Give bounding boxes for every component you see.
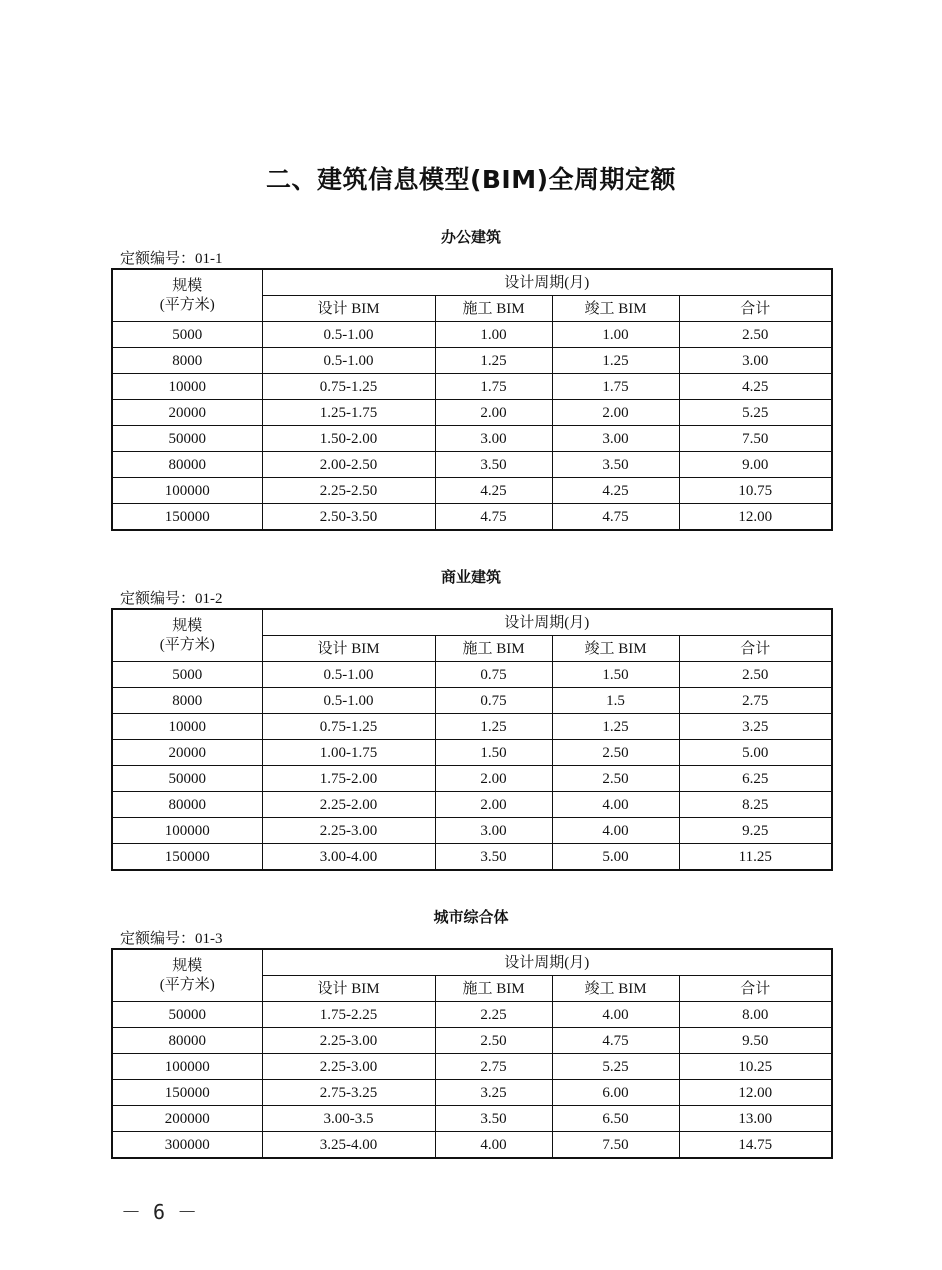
table-row — [112, 478, 832, 504]
construction-bim-cell: 1.00 — [435, 322, 552, 348]
completion-bim-cell: 2.50 — [552, 740, 679, 766]
page-number: － 6 － — [121, 1200, 198, 1224]
design-bim-cell: 0.5-1.00 — [262, 322, 435, 348]
construction-bim-cell: 1.25 — [435, 714, 552, 740]
completion-bim-cell: 4.25 — [552, 478, 679, 504]
table-row — [112, 504, 832, 531]
total-cell: 12.00 — [679, 504, 832, 531]
construction-bim-cell: 4.75 — [435, 504, 552, 531]
design-bim-cell: 2.75-3.25 — [262, 1080, 435, 1106]
scale-cell: 20000 — [112, 400, 262, 426]
scale-cell: 80000 — [112, 1028, 262, 1054]
table-row — [112, 792, 832, 818]
total-cell: 6.25 — [679, 766, 832, 792]
construction-bim-cell: 3.50 — [435, 1106, 552, 1132]
table-body — [112, 322, 832, 531]
completion-bim-cell: 1.25 — [552, 348, 679, 374]
design-bim-header: 设计 BIM — [262, 296, 435, 322]
scale-header-label: 规模 — [172, 957, 203, 974]
scale-cell: 100000 — [112, 818, 262, 844]
scale-header-unit: (平方米) — [159, 296, 215, 313]
construction-bim-cell: 3.50 — [435, 452, 552, 478]
table-row — [112, 818, 832, 844]
construction-bim-cell: 0.75 — [435, 688, 552, 714]
construction-bim-cell: 1.75 — [435, 374, 552, 400]
design-bim-cell: 3.00-4.00 — [262, 844, 435, 871]
completion-bim-cell: 6.00 — [552, 1080, 679, 1106]
total-cell: 13.00 — [679, 1106, 832, 1132]
completion-bim-cell: 4.00 — [552, 818, 679, 844]
scale-cell: 10000 — [112, 714, 262, 740]
completion-bim-cell: 5.25 — [552, 1054, 679, 1080]
design-bim-cell: 0.75-1.25 — [262, 714, 435, 740]
table-row — [112, 844, 832, 871]
section-title: 办公建筑 — [440, 228, 501, 246]
scale-cell: 5000 — [112, 322, 262, 348]
total-cell: 12.00 — [679, 1080, 832, 1106]
period-group-header: 设计周期(月) — [262, 269, 832, 296]
quota-table — [111, 948, 833, 1159]
completion-bim-cell: 2.00 — [552, 400, 679, 426]
scale-cell: 50000 — [112, 766, 262, 792]
construction-bim-cell: 4.25 — [435, 478, 552, 504]
completion-bim-cell: 5.00 — [552, 844, 679, 871]
completion-bim-cell: 7.50 — [552, 1132, 679, 1159]
completion-bim-cell: 1.00 — [552, 322, 679, 348]
scale-cell: 300000 — [112, 1132, 262, 1159]
scale-header — [112, 609, 262, 662]
design-bim-cell: 2.25-2.00 — [262, 792, 435, 818]
table-row — [112, 452, 832, 478]
table-row — [112, 1080, 832, 1106]
scale-cell: 150000 — [112, 844, 262, 871]
total-header: 合计 — [679, 636, 832, 662]
scale-header-label: 规模 — [172, 277, 203, 294]
table-row — [112, 348, 832, 374]
design-bim-cell: 2.25-3.00 — [262, 818, 435, 844]
total-cell: 3.25 — [679, 714, 832, 740]
completion-bim-cell: 6.50 — [552, 1106, 679, 1132]
scale-cell: 100000 — [112, 478, 262, 504]
design-bim-cell: 0.5-1.00 — [262, 688, 435, 714]
completion-bim-header: 竣工 BIM — [552, 636, 679, 662]
total-cell: 9.50 — [679, 1028, 832, 1054]
total-cell: 10.25 — [679, 1054, 832, 1080]
design-bim-header: 设计 BIM — [262, 636, 435, 662]
construction-bim-header: 施工 BIM — [435, 636, 552, 662]
construction-bim-cell: 3.00 — [435, 426, 552, 452]
scale-cell: 50000 — [112, 426, 262, 452]
design-bim-cell: 2.00-2.50 — [262, 452, 435, 478]
table-row — [112, 374, 832, 400]
scale-header-unit: (平方米) — [159, 636, 215, 653]
scale-header-label: 规模 — [172, 617, 203, 634]
completion-bim-cell: 1.75 — [552, 374, 679, 400]
table-row — [112, 1106, 832, 1132]
table-row — [112, 688, 832, 714]
construction-bim-cell: 1.25 — [435, 348, 552, 374]
total-cell: 2.75 — [679, 688, 832, 714]
completion-bim-cell: 4.00 — [552, 792, 679, 818]
total-cell: 5.00 — [679, 740, 832, 766]
period-group-header: 设计周期(月) — [262, 949, 832, 976]
table-row — [112, 714, 832, 740]
design-bim-cell: 1.00-1.75 — [262, 740, 435, 766]
table-row — [112, 322, 832, 348]
design-bim-cell: 0.5-1.00 — [262, 348, 435, 374]
construction-bim-cell: 1.50 — [435, 740, 552, 766]
total-header: 合计 — [679, 296, 832, 322]
table-row — [112, 400, 832, 426]
completion-bim-cell: 3.50 — [552, 452, 679, 478]
quota-table — [111, 268, 833, 531]
section-urban-complex — [111, 905, 831, 1159]
scale-cell: 150000 — [112, 1080, 262, 1106]
total-cell: 2.50 — [679, 662, 832, 688]
section-title: 城市综合体 — [433, 908, 509, 926]
total-cell: 11.25 — [679, 844, 832, 871]
construction-bim-cell: 2.00 — [435, 792, 552, 818]
design-bim-header: 设计 BIM — [262, 976, 435, 1002]
quota-table — [111, 608, 833, 871]
design-bim-cell: 1.50-2.00 — [262, 426, 435, 452]
construction-bim-cell: 2.75 — [435, 1054, 552, 1080]
section-office — [111, 225, 831, 531]
table-row — [112, 1054, 832, 1080]
construction-bim-cell: 4.00 — [435, 1132, 552, 1159]
design-bim-cell: 0.5-1.00 — [262, 662, 435, 688]
design-bim-cell: 2.25-3.00 — [262, 1054, 435, 1080]
table-row — [112, 1002, 832, 1028]
table-body — [112, 662, 832, 871]
construction-bim-cell: 0.75 — [435, 662, 552, 688]
completion-bim-cell: 1.5 — [552, 688, 679, 714]
design-bim-cell: 2.25-3.00 — [262, 1028, 435, 1054]
construction-bim-cell: 2.50 — [435, 1028, 552, 1054]
scale-cell: 8000 — [112, 688, 262, 714]
construction-bim-cell: 3.00 — [435, 818, 552, 844]
table-row — [112, 1132, 832, 1159]
scale-cell: 50000 — [112, 1002, 262, 1028]
total-cell: 4.25 — [679, 374, 832, 400]
total-cell: 8.25 — [679, 792, 832, 818]
design-bim-cell: 3.25-4.00 — [262, 1132, 435, 1159]
scale-cell: 100000 — [112, 1054, 262, 1080]
design-bim-cell: 0.75-1.25 — [262, 374, 435, 400]
scale-cell: 10000 — [112, 374, 262, 400]
table-row — [112, 1028, 832, 1054]
completion-bim-header: 竣工 BIM — [552, 976, 679, 1002]
table-row — [112, 662, 832, 688]
design-bim-cell: 2.50-3.50 — [262, 504, 435, 531]
completion-bim-cell: 4.75 — [552, 504, 679, 531]
scale-header — [112, 269, 262, 322]
construction-bim-cell: 2.00 — [435, 766, 552, 792]
construction-bim-header: 施工 BIM — [435, 976, 552, 1002]
total-cell: 3.00 — [679, 348, 832, 374]
construction-bim-cell: 3.50 — [435, 844, 552, 871]
quota-code: 定额编号：01-2 — [120, 591, 223, 607]
table-row — [112, 426, 832, 452]
scale-cell: 200000 — [112, 1106, 262, 1132]
scale-cell: 20000 — [112, 740, 262, 766]
table-row — [112, 740, 832, 766]
scale-cell: 150000 — [112, 504, 262, 531]
scale-cell: 80000 — [112, 452, 262, 478]
completion-bim-cell: 4.00 — [552, 1002, 679, 1028]
page-title: 二、建筑信息模型(BIM)全周期定额 — [265, 165, 677, 194]
completion-bim-header: 竣工 BIM — [552, 296, 679, 322]
section-title: 商业建筑 — [440, 568, 501, 586]
total-cell: 7.50 — [679, 426, 832, 452]
completion-bim-cell: 1.25 — [552, 714, 679, 740]
scale-header-unit: (平方米) — [159, 976, 215, 993]
completion-bim-cell: 3.00 — [552, 426, 679, 452]
period-group-header: 设计周期(月) — [262, 609, 832, 636]
total-cell: 5.25 — [679, 400, 832, 426]
quota-code: 定额编号：01-1 — [120, 251, 223, 267]
construction-bim-cell: 2.25 — [435, 1002, 552, 1028]
quota-code: 定额编号：01-3 — [120, 931, 223, 947]
design-bim-cell: 1.75-2.00 — [262, 766, 435, 792]
scale-cell: 8000 — [112, 348, 262, 374]
table-row — [112, 766, 832, 792]
design-bim-cell: 1.75-2.25 — [262, 1002, 435, 1028]
completion-bim-cell: 2.50 — [552, 766, 679, 792]
total-header: 合计 — [679, 976, 832, 1002]
scale-cell: 5000 — [112, 662, 262, 688]
design-bim-cell: 3.00-3.5 — [262, 1106, 435, 1132]
scale-header — [112, 949, 262, 1002]
total-cell: 9.25 — [679, 818, 832, 844]
scale-cell: 80000 — [112, 792, 262, 818]
total-cell: 14.75 — [679, 1132, 832, 1159]
construction-bim-cell: 2.00 — [435, 400, 552, 426]
design-bim-cell: 2.25-2.50 — [262, 478, 435, 504]
completion-bim-cell: 4.75 — [552, 1028, 679, 1054]
design-bim-cell: 1.25-1.75 — [262, 400, 435, 426]
total-cell: 9.00 — [679, 452, 832, 478]
construction-bim-header: 施工 BIM — [435, 296, 552, 322]
total-cell: 2.50 — [679, 322, 832, 348]
table-body — [112, 1002, 832, 1159]
section-commercial — [111, 565, 831, 871]
construction-bim-cell: 3.25 — [435, 1080, 552, 1106]
total-cell: 8.00 — [679, 1002, 832, 1028]
completion-bim-cell: 1.50 — [552, 662, 679, 688]
total-cell: 10.75 — [679, 478, 832, 504]
